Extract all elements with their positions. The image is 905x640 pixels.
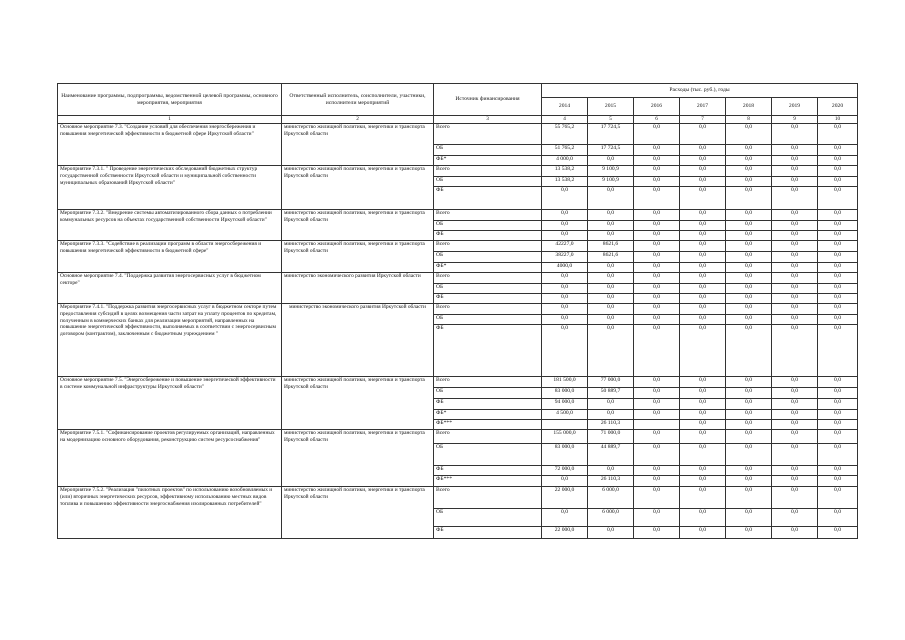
table-row bbox=[58, 241, 858, 252]
amount-cell: 0,0 bbox=[680, 325, 726, 377]
amount-cell: 0,0 bbox=[634, 487, 680, 509]
amount-cell: 0,0 bbox=[772, 476, 818, 487]
amount-cell: 0,0 bbox=[726, 527, 772, 539]
funding-source-cell: ОБ bbox=[434, 252, 542, 263]
amount-cell: 0,0 bbox=[680, 476, 726, 487]
responsible-cell: министерство жилищной политики, энергетики и транспорта Иркутской области bbox=[282, 430, 434, 487]
amount-cell: 0,0 bbox=[634, 377, 680, 388]
amount-cell: 0,0 bbox=[818, 166, 858, 177]
amount-cell: 44 889,7 bbox=[588, 444, 634, 466]
amount-cell: 0,0 bbox=[588, 273, 634, 284]
table-row bbox=[58, 273, 858, 284]
amount-cell: 0,0 bbox=[726, 466, 772, 476]
amount-cell: 0,0 bbox=[588, 221, 634, 231]
amount-cell: 0,0 bbox=[634, 241, 680, 252]
responsible-cell: министерство жилищной политики, энергетики и транспорта Иркутской области bbox=[282, 241, 434, 273]
column-number: 5 bbox=[588, 116, 634, 124]
amount-cell: 0,0 bbox=[726, 509, 772, 527]
header-expenses: Расходы (тыс. руб.), годы bbox=[542, 84, 858, 98]
amount-cell: 0,0 bbox=[726, 124, 772, 145]
amount-cell: 0,0 bbox=[772, 509, 818, 527]
funding-source-cell: ОБ bbox=[434, 177, 542, 187]
amount-cell: 0,0 bbox=[772, 177, 818, 187]
funding-source-cell: Всего bbox=[434, 304, 542, 315]
amount-cell: 0,0 bbox=[818, 325, 858, 377]
amount-cell: 0,0 bbox=[772, 444, 818, 466]
activity-name-cell: Основное мероприятие 7.5. "Энергосбережение и повышение энергетической эффективности в системе коммунальной инфраструктуры Иркутской области" bbox=[58, 377, 282, 430]
column-number: 2 bbox=[282, 116, 434, 124]
amount-cell bbox=[634, 420, 680, 430]
amount-cell: 0,0 bbox=[818, 304, 858, 315]
amount-cell: 0,0 bbox=[680, 284, 726, 294]
amount-cell: 0,0 bbox=[772, 166, 818, 177]
amount-cell: 0,0 bbox=[680, 231, 726, 241]
amount-cell: 0,0 bbox=[772, 187, 818, 210]
amount-cell: 0,0 bbox=[680, 241, 726, 252]
amount-cell: 22 000,0 bbox=[542, 487, 588, 509]
amount-cell: 4000,0 bbox=[542, 263, 588, 273]
activity-name-cell: Мероприятие 7.5.1. "Софинансирование проектов регулируемых организаций, направленных на модернизацию основного оборудования, реконструкцию систем ресурсоснабжения" bbox=[58, 430, 282, 487]
funding-source-cell: ОБ bbox=[434, 388, 542, 399]
amount-cell: 0,0 bbox=[588, 466, 634, 476]
amount-cell: 0,0 bbox=[542, 210, 588, 221]
amount-cell: 8621,6 bbox=[588, 241, 634, 252]
amount-cell: 0,0 bbox=[680, 315, 726, 325]
amount-cell: 0,0 bbox=[772, 231, 818, 241]
amount-cell: 0,0 bbox=[680, 399, 726, 410]
header-year: 2015 bbox=[588, 98, 634, 116]
amount-cell: 0,0 bbox=[680, 145, 726, 156]
funding-source-cell: ОБ bbox=[434, 145, 542, 156]
amount-cell: 0,0 bbox=[818, 315, 858, 325]
amount-cell: 0,0 bbox=[772, 304, 818, 315]
amount-cell: 0,0 bbox=[634, 388, 680, 399]
amount-cell: 0,0 bbox=[588, 410, 634, 420]
amount-cell: 0,0 bbox=[818, 210, 858, 221]
amount-cell: 9 100,9 bbox=[588, 166, 634, 177]
amount-cell: 0,0 bbox=[818, 231, 858, 241]
amount-cell: 0,0 bbox=[634, 410, 680, 420]
amount-cell: 0,0 bbox=[588, 315, 634, 325]
table-header bbox=[58, 84, 858, 124]
amount-cell: 0,0 bbox=[818, 177, 858, 187]
funding-source-cell: ФБ* bbox=[434, 263, 542, 273]
amount-cell: 0,0 bbox=[818, 284, 858, 294]
amount-cell: 0,0 bbox=[542, 221, 588, 231]
funding-source-cell: ФБ bbox=[434, 231, 542, 241]
amount-cell: 0,0 bbox=[680, 466, 726, 476]
amount-cell: 0,0 bbox=[726, 145, 772, 156]
amount-cell: 0,0 bbox=[634, 166, 680, 177]
amount-cell: 0,0 bbox=[772, 487, 818, 509]
amount-cell: 0,0 bbox=[680, 509, 726, 527]
responsible-cell: министерство жилищной политики, энергетики и транспорта Иркутской области bbox=[282, 377, 434, 430]
amount-cell: 72 000,0 bbox=[542, 466, 588, 476]
amount-cell: 0,0 bbox=[680, 420, 726, 430]
amount-cell: 0,0 bbox=[588, 325, 634, 377]
amount-cell: 0,0 bbox=[772, 294, 818, 304]
amount-cell: 0,0 bbox=[818, 221, 858, 231]
funding-source-cell: ОБ bbox=[434, 315, 542, 325]
amount-cell: 0,0 bbox=[588, 156, 634, 166]
amount-cell: 0,0 bbox=[542, 315, 588, 325]
funding-source-cell: ФБ bbox=[434, 527, 542, 539]
amount-cell: 0,0 bbox=[726, 252, 772, 263]
amount-cell: 0,0 bbox=[726, 399, 772, 410]
amount-cell: 0,0 bbox=[818, 399, 858, 410]
responsible-cell: министерство жилищной политики, энергетики и транспорта Иркутской области bbox=[282, 124, 434, 166]
amount-cell: 0,0 bbox=[634, 476, 680, 487]
amount-cell: 0,0 bbox=[818, 377, 858, 388]
amount-cell: 0,0 bbox=[680, 124, 726, 145]
amount-cell: 0,0 bbox=[634, 252, 680, 263]
amount-cell: 0,0 bbox=[772, 273, 818, 284]
amount-cell: 0,0 bbox=[726, 156, 772, 166]
column-number: 3 bbox=[434, 116, 542, 124]
funding-source-cell: ФБ* bbox=[434, 156, 542, 166]
amount-cell: 83 000,0 bbox=[542, 388, 588, 399]
amount-cell: 0,0 bbox=[634, 527, 680, 539]
amount-cell: 0,0 bbox=[772, 430, 818, 444]
amount-cell: 0,0 bbox=[542, 284, 588, 294]
amount-cell: 0,0 bbox=[772, 325, 818, 377]
funding-source-cell: Всего bbox=[434, 166, 542, 177]
amount-cell: 0,0 bbox=[680, 252, 726, 263]
column-number: 10 bbox=[818, 116, 858, 124]
funding-source-cell: ФБ* bbox=[434, 410, 542, 420]
amount-cell: 0,0 bbox=[680, 273, 726, 284]
amount-cell: 0,0 bbox=[634, 221, 680, 231]
responsible-cell: министерство экономического развития Иркутской области bbox=[282, 304, 434, 377]
amount-cell: 83 000,0 bbox=[542, 444, 588, 466]
amount-cell: 0,0 bbox=[818, 476, 858, 487]
table-row bbox=[58, 304, 858, 315]
amount-cell: 0,0 bbox=[634, 304, 680, 315]
amount-cell: 0,0 bbox=[726, 430, 772, 444]
amount-cell: 0,0 bbox=[818, 241, 858, 252]
amount-cell: 0,0 bbox=[818, 145, 858, 156]
amount-cell: 181 500,0 bbox=[542, 377, 588, 388]
amount-cell: 0,0 bbox=[588, 263, 634, 273]
table-row bbox=[58, 210, 858, 221]
amount-cell: 26 110,3 bbox=[588, 476, 634, 487]
amount-cell: 0,0 bbox=[726, 420, 772, 430]
amount-cell: 0,0 bbox=[772, 284, 818, 294]
amount-cell: 0,0 bbox=[634, 177, 680, 187]
amount-cell: 0,0 bbox=[726, 294, 772, 304]
header-year: 2019 bbox=[772, 98, 818, 116]
amount-cell: 0,0 bbox=[726, 304, 772, 315]
amount-cell: 0,0 bbox=[726, 487, 772, 509]
amount-cell: 0,0 bbox=[818, 294, 858, 304]
amount-cell: 0,0 bbox=[772, 241, 818, 252]
amount-cell: 0,0 bbox=[680, 388, 726, 399]
column-number: 9 bbox=[772, 116, 818, 124]
amount-cell: 42227,0 bbox=[542, 241, 588, 252]
amount-cell: 0,0 bbox=[634, 273, 680, 284]
amount-cell: 0,0 bbox=[726, 166, 772, 177]
amount-cell: 0,0 bbox=[818, 187, 858, 210]
amount-cell: 0,0 bbox=[680, 444, 726, 466]
column-number: 7 bbox=[680, 116, 726, 124]
amount-cell: 8621,6 bbox=[588, 252, 634, 263]
amount-cell: 0,0 bbox=[634, 444, 680, 466]
amount-cell: 9 100,9 bbox=[588, 177, 634, 187]
responsible-cell: министерство жилищной политики, энергетики и транспорта Иркутской области bbox=[282, 210, 434, 241]
amount-cell: 6 000,0 bbox=[588, 509, 634, 527]
funding-source-cell: ОБ bbox=[434, 509, 542, 527]
amount-cell: 0,0 bbox=[818, 388, 858, 399]
amount-cell: 0,0 bbox=[818, 420, 858, 430]
amount-cell: 0,0 bbox=[634, 430, 680, 444]
amount-cell: 0,0 bbox=[542, 231, 588, 241]
responsible-cell: министерство экономического развития Иркутской области bbox=[282, 273, 434, 304]
amount-cell: 0,0 bbox=[772, 399, 818, 410]
amount-cell: 0,0 bbox=[680, 294, 726, 304]
amount-cell: 0,0 bbox=[818, 487, 858, 509]
amount-cell: 0,0 bbox=[634, 124, 680, 145]
amount-cell: 0,0 bbox=[680, 527, 726, 539]
amount-cell: 0,0 bbox=[542, 294, 588, 304]
header-year: 2017 bbox=[680, 98, 726, 116]
amount-cell: 13 538,2 bbox=[542, 166, 588, 177]
amount-cell: 0,0 bbox=[726, 325, 772, 377]
amount-cell: 0,0 bbox=[726, 284, 772, 294]
funding-source-cell: Всего bbox=[434, 241, 542, 252]
amount-cell: 0,0 bbox=[818, 263, 858, 273]
amount-cell: 0,0 bbox=[726, 241, 772, 252]
amount-cell: 0,0 bbox=[772, 410, 818, 420]
responsible-cell: министерство жилищной политики, энергетики и транспорта Иркутской области bbox=[282, 487, 434, 539]
amount-cell: 6 000,0 bbox=[588, 487, 634, 509]
amount-cell: 0,0 bbox=[588, 231, 634, 241]
amount-cell: 0,0 bbox=[726, 210, 772, 221]
amount-cell: 0,0 bbox=[726, 263, 772, 273]
amount-cell: 0,0 bbox=[726, 231, 772, 241]
activity-name-cell: Основное мероприятие 7.3. "Создание условий для обеспечения энергосбережения и повышения энергетической эффективности в бюджетной сфере Иркутской области" bbox=[58, 124, 282, 166]
amount-cell: 0,0 bbox=[634, 187, 680, 210]
amount-cell: 0,0 bbox=[772, 377, 818, 388]
amount-cell: 0,0 bbox=[772, 221, 818, 231]
table-row bbox=[58, 487, 858, 509]
amount-cell: 0,0 bbox=[772, 466, 818, 476]
amount-cell: 0,0 bbox=[680, 221, 726, 231]
amount-cell: 0,0 bbox=[772, 527, 818, 539]
amount-cell: 0,0 bbox=[588, 294, 634, 304]
amount-cell: 0,0 bbox=[772, 252, 818, 263]
funding-source-cell: ОБ bbox=[434, 284, 542, 294]
amount-cell: 0,0 bbox=[680, 410, 726, 420]
funding-source-cell: Всего bbox=[434, 124, 542, 145]
amount-cell: 0,0 bbox=[726, 377, 772, 388]
amount-cell: 0,0 bbox=[634, 294, 680, 304]
amount-cell bbox=[542, 420, 588, 430]
amount-cell: 0,0 bbox=[588, 304, 634, 315]
amount-cell: 0,0 bbox=[680, 377, 726, 388]
amount-cell: 0,0 bbox=[634, 315, 680, 325]
amount-cell: 13 538,2 bbox=[542, 177, 588, 187]
amount-cell: 0,0 bbox=[726, 177, 772, 187]
header-name: Наименование программы, подпрограммы, ведомственной целевой программы, основного мероприятия, мероприятия bbox=[58, 84, 282, 116]
funding-source-cell: Всего bbox=[434, 377, 542, 388]
amount-cell: 0,0 bbox=[634, 156, 680, 166]
column-number: 4 bbox=[542, 116, 588, 124]
amount-cell: 0,0 bbox=[588, 527, 634, 539]
amount-cell: 0,0 bbox=[542, 476, 588, 487]
amount-cell: 0,0 bbox=[634, 325, 680, 377]
amount-cell: 0,0 bbox=[726, 476, 772, 487]
amount-cell: 0,0 bbox=[680, 187, 726, 210]
column-number: 1 bbox=[58, 116, 282, 124]
amount-cell: 38227,0 bbox=[542, 252, 588, 263]
funding-source-cell: ФБ bbox=[434, 325, 542, 377]
amount-cell: 0,0 bbox=[634, 284, 680, 294]
table-row bbox=[58, 124, 858, 145]
amount-cell: 0,0 bbox=[542, 509, 588, 527]
amount-cell: 55 765,2 bbox=[542, 124, 588, 145]
table-row bbox=[58, 430, 858, 444]
activity-name-cell: Мероприятие 7.5.2. "Реализация "пилотных проектов" по использованию возобновляемых и (или) вторичных энергетических ресурсов, эффективному использованию местных видов топлива и повышению эффективности энергоснабжения изолированных потребителей" bbox=[58, 487, 282, 539]
amount-cell: 0,0 bbox=[588, 187, 634, 210]
amount-cell: 0,0 bbox=[634, 145, 680, 156]
amount-cell: 0,0 bbox=[542, 304, 588, 315]
amount-cell: 0,0 bbox=[634, 509, 680, 527]
amount-cell: 0,0 bbox=[634, 466, 680, 476]
amount-cell: 0,0 bbox=[772, 156, 818, 166]
amount-cell: 0,0 bbox=[772, 145, 818, 156]
amount-cell: 0,0 bbox=[588, 284, 634, 294]
amount-cell: 4 500,0 bbox=[542, 410, 588, 420]
amount-cell: 0,0 bbox=[818, 509, 858, 527]
amount-cell: 0,0 bbox=[772, 263, 818, 273]
amount-cell: 77 000,0 bbox=[588, 377, 634, 388]
funding-source-cell: Всего bbox=[434, 273, 542, 284]
activity-name-cell: Мероприятие 7.3.2. "Внедрение системы автоматизированного сбора данных о потреблении коммунальных ресурсов на объектах государственной собственности Иркутской области" bbox=[58, 210, 282, 241]
amount-cell: 0,0 bbox=[588, 210, 634, 221]
column-number: 6 bbox=[634, 116, 680, 124]
amount-cell: 26 110,3 bbox=[588, 420, 634, 430]
amount-cell: 0,0 bbox=[772, 315, 818, 325]
amount-cell: 0,0 bbox=[818, 410, 858, 420]
table-row bbox=[58, 377, 858, 388]
table-row bbox=[58, 166, 858, 177]
amount-cell: 0,0 bbox=[680, 177, 726, 187]
amount-cell: 155 000,0 bbox=[542, 430, 588, 444]
amount-cell: 0,0 bbox=[634, 263, 680, 273]
amount-cell: 94 000,0 bbox=[542, 399, 588, 410]
amount-cell: 0,0 bbox=[680, 210, 726, 221]
funding-source-cell: ОБ bbox=[434, 444, 542, 466]
funding-source-cell: Всего bbox=[434, 487, 542, 509]
amount-cell: 0,0 bbox=[726, 388, 772, 399]
amount-cell: 0,0 bbox=[680, 304, 726, 315]
amount-cell: 4 000,0 bbox=[542, 156, 588, 166]
amount-cell: 51 765,2 bbox=[542, 145, 588, 156]
funding-source-cell: Всего bbox=[434, 430, 542, 444]
funding-source-cell: ФБ*** bbox=[434, 476, 542, 487]
funding-source-cell: ФБ bbox=[434, 399, 542, 410]
amount-cell: 0,0 bbox=[772, 124, 818, 145]
amount-cell: 17 724,5 bbox=[588, 145, 634, 156]
amount-cell: 0,0 bbox=[542, 325, 588, 377]
amount-cell: 0,0 bbox=[772, 210, 818, 221]
amount-cell: 0,0 bbox=[726, 221, 772, 231]
amount-cell: 0,0 bbox=[726, 444, 772, 466]
amount-cell: 0,0 bbox=[680, 156, 726, 166]
amount-cell: 17 724,5 bbox=[588, 124, 634, 145]
amount-cell: 0,0 bbox=[634, 399, 680, 410]
amount-cell: 0,0 bbox=[726, 187, 772, 210]
amount-cell: 0,0 bbox=[818, 444, 858, 466]
amount-cell: 0,0 bbox=[726, 410, 772, 420]
funding-source-cell: ФБ bbox=[434, 187, 542, 210]
activity-name-cell: Мероприятие 7.4.1. "Поддержка развития энергосервисных услуг в бюджетном секторе путем предоставления субсидий в целях возмещения части затрат на уплату процентов по кредитам, полученным в коммерческих банках для реализации мероприятий, направленных на повышение энергетической эффективности, выполняемых в соответствии с энергосервисным договором (контрактом), заключенным с бюджетным учреждением " bbox=[58, 304, 282, 377]
header-source: Источник финансирования bbox=[434, 84, 542, 116]
funding-source-cell: ФБ bbox=[434, 294, 542, 304]
activity-name-cell: Мероприятие 7.3.3. "Содействие в реализации программ в области энергосбережения и повышения энергетической эффективности в бюджетной сфере" bbox=[58, 241, 282, 273]
funding-source-cell: ОБ bbox=[434, 221, 542, 231]
amount-cell: 0,0 bbox=[818, 430, 858, 444]
amount-cell: 0,0 bbox=[772, 388, 818, 399]
amount-cell: 0,0 bbox=[588, 399, 634, 410]
amount-cell: 0,0 bbox=[680, 487, 726, 509]
column-number: 8 bbox=[726, 116, 772, 124]
header-year: 2014 bbox=[542, 98, 588, 116]
amount-cell: 0,0 bbox=[818, 124, 858, 145]
amount-cell: 0,0 bbox=[818, 527, 858, 539]
amount-cell: 0,0 bbox=[542, 187, 588, 210]
header-responsible: Ответственный исполнитель, соисполнители, участники, исполнители мероприятий bbox=[282, 84, 434, 116]
header-year: 2016 bbox=[634, 98, 680, 116]
financing-table bbox=[57, 83, 858, 539]
amount-cell: 0,0 bbox=[634, 231, 680, 241]
amount-cell: 0,0 bbox=[818, 466, 858, 476]
amount-cell: 0,0 bbox=[542, 273, 588, 284]
table-body bbox=[58, 124, 858, 539]
amount-cell: 0,0 bbox=[818, 156, 858, 166]
amount-cell: 71 000,0 bbox=[588, 430, 634, 444]
responsible-cell: министерство жилищной политики, энергетики и транспорта Иркутской области bbox=[282, 166, 434, 210]
amount-cell: 22 000,0 bbox=[542, 527, 588, 539]
funding-source-cell: ФБ*** bbox=[434, 420, 542, 430]
amount-cell: 0,0 bbox=[680, 166, 726, 177]
activity-name-cell: Основное мероприятие 7.4. "Поддержка развития энергосервисных услуг в бюджетном секторе" bbox=[58, 273, 282, 304]
funding-source-cell: ФБ bbox=[434, 466, 542, 476]
activity-name-cell: Мероприятие 7.3.1. " Проведение энергетических обследований бюджетных структур государственной собственности Иркутской области и муниципальной собственности муниципальных образований Иркутской области" bbox=[58, 166, 282, 210]
amount-cell: 0,0 bbox=[680, 263, 726, 273]
header-year: 2018 bbox=[726, 98, 772, 116]
amount-cell: 0,0 bbox=[634, 210, 680, 221]
amount-cell: 50 889,7 bbox=[588, 388, 634, 399]
amount-cell: 0,0 bbox=[726, 315, 772, 325]
header-year: 2020 bbox=[818, 98, 858, 116]
amount-cell: 0,0 bbox=[726, 273, 772, 284]
amount-cell: 0,0 bbox=[680, 430, 726, 444]
funding-source-cell: Всего bbox=[434, 210, 542, 221]
amount-cell: 0,0 bbox=[772, 420, 818, 430]
amount-cell: 0,0 bbox=[818, 273, 858, 284]
amount-cell: 0,0 bbox=[818, 252, 858, 263]
